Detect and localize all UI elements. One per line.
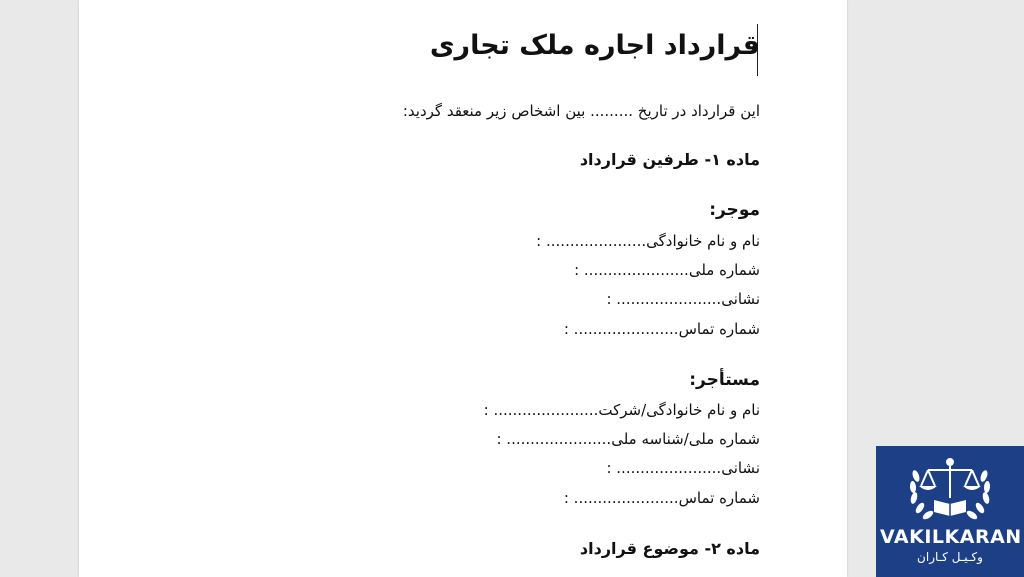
lessor-national-id-field: شماره ملی...................... :: [574, 261, 760, 279]
logo-name: VAKILKARAN: [880, 526, 1022, 548]
document-page[interactable]: [79, 0, 847, 577]
lessee-phone-field: شماره تماس...................... :: [563, 489, 760, 507]
scales-of-justice-icon: [906, 454, 994, 524]
lessor-address-field: نشانی...................... :: [606, 290, 760, 308]
article2-heading: ماده ۲- موضوع قرارداد: [579, 539, 760, 558]
vakilkaran-logo: [876, 446, 1024, 577]
lessee-address-field: نشانی...................... :: [606, 459, 760, 477]
lessee-heading: مستأجر:: [689, 370, 760, 390]
document-title: قرارداد اجاره ملک تجاری: [429, 30, 760, 61]
lessee-national-id-field: شماره ملی/شناسه ملی...................... :: [496, 430, 760, 448]
intro-paragraph: این قرارداد در تاریخ ......... بین اشخاص زیر منعقد گردید:: [402, 102, 760, 120]
article1-heading: ماده ۱- طرفین قرارداد: [579, 150, 760, 169]
lessor-name-field: نام و نام خانوادگی..................... :: [536, 232, 760, 250]
lessor-heading: موجر:: [709, 200, 760, 220]
lessee-name-field: نام و نام خانوادگی/شرکت...................... :: [483, 401, 760, 419]
lessor-phone-field: شماره تماس...................... :: [563, 320, 760, 338]
logo-subtitle: وکـیـل کـاران: [917, 550, 983, 564]
